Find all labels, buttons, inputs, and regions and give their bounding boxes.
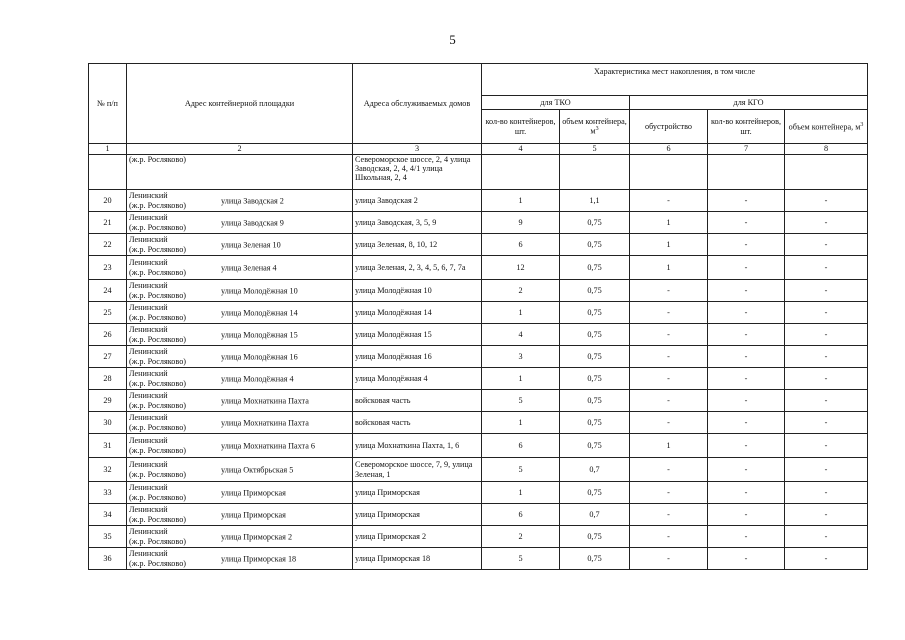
tko-volume: 0,75: [560, 256, 630, 280]
site-district: (ж.р. Росляково): [129, 222, 187, 232]
site-district-name: Ленинский: [129, 191, 168, 201]
tko-count: 2: [482, 280, 560, 302]
container-sites-table: [88, 63, 868, 570]
kgo-volume: -: [785, 190, 868, 212]
table-row: [89, 346, 868, 368]
header-site-address: Адрес контейнерной площадки: [127, 64, 353, 144]
kgo-arrangement: -: [630, 280, 708, 302]
table-row: [89, 234, 868, 256]
kgo-count: -: [708, 346, 785, 368]
site-address: [127, 390, 353, 412]
kgo-volume: -: [785, 482, 868, 504]
site-district: (ж.р. Росляково): [129, 445, 187, 455]
table-row: [89, 190, 868, 212]
row-number: 26: [89, 324, 127, 346]
site-district-name: Ленинский: [129, 483, 168, 493]
header-kgo-volume: объем контейнера, $м^3$: [785, 110, 868, 144]
tko-count: 12: [482, 256, 560, 280]
page-number: 5: [449, 32, 456, 47]
site-district: (ж.р. Росляково): [129, 312, 187, 322]
tko-volume: 0,75: [560, 548, 630, 570]
site-street: улица Заводская 2: [221, 195, 284, 205]
tko-count: 5: [482, 390, 560, 412]
tko-volume: 0,75: [560, 482, 630, 504]
table-row: [89, 212, 868, 234]
site-address: [127, 504, 353, 526]
row-number: 28: [89, 368, 127, 390]
served-addresses: улица Молодёжная 14: [353, 302, 482, 324]
row-number: 30: [89, 412, 127, 434]
kgo-volume: -: [785, 280, 868, 302]
site-street: улица Мохнаткина Пахта: [221, 417, 309, 427]
served-addresses: улица Молодёжная 16: [353, 346, 482, 368]
table-row: [89, 256, 868, 280]
kgo-volume: -: [785, 346, 868, 368]
kgo-count: -: [708, 234, 785, 256]
tko-count: 6: [482, 434, 560, 458]
site-address: [127, 458, 353, 482]
served-addresses: улица Зеленая, 2, 3, 4, 5, 6, 7, 7а: [353, 256, 482, 280]
tko-volume: 1,1: [560, 190, 630, 212]
kgo-arrangement: -: [630, 504, 708, 526]
served-addresses: улица Приморская 18: [353, 548, 482, 570]
row-number: 31: [89, 434, 127, 458]
site-district: (ж.р. Росляково): [129, 422, 187, 432]
kgo-count: -: [708, 256, 785, 280]
site-district-name: Ленинский: [129, 347, 168, 357]
kgo-arrangement: 1: [630, 212, 708, 234]
kgo-count: -: [708, 504, 785, 526]
site-district: (ж.р. Росляково): [129, 400, 187, 410]
row-number: 20: [89, 190, 127, 212]
table-row: [89, 482, 868, 504]
kgo-count: -: [708, 548, 785, 570]
row-number: 25: [89, 302, 127, 324]
kgo-count: -: [708, 190, 785, 212]
row-number: 36: [89, 548, 127, 570]
served-addresses: улица Молодёжная 15: [353, 324, 482, 346]
site-address: [127, 526, 353, 548]
kgo-arrangement: 1: [630, 434, 708, 458]
header-tko-count: кол-во контейнеров, шт.: [482, 110, 560, 144]
kgo-count: -: [708, 458, 785, 482]
served-addresses: улица Приморская: [353, 504, 482, 526]
site-address: [127, 548, 353, 570]
tko-count: 9: [482, 212, 560, 234]
tko-count: 6: [482, 234, 560, 256]
table-row: [89, 526, 868, 548]
kgo-arrangement: -: [630, 412, 708, 434]
tko-volume: 0,75: [560, 526, 630, 548]
site-district: (ж.р. Росляково): [129, 267, 187, 277]
header-kgo-count: кол-во контейнеров, шт.: [708, 110, 785, 144]
site-district: (ж.р. Росляково): [129, 356, 187, 366]
kgo-volume: -: [785, 458, 868, 482]
table-row: [89, 368, 868, 390]
tko-volume: 0,75: [560, 434, 630, 458]
kgo-arrangement: -: [630, 324, 708, 346]
kgo-arrangement: -: [630, 390, 708, 412]
site-street: улица Зеленая 10: [221, 239, 281, 249]
kgo-volume: -: [785, 256, 868, 280]
site-district: (ж.р. Росляково): [129, 378, 187, 388]
site-district: (ж.р. Росляково): [129, 492, 187, 502]
served-addresses: улица Заводская 2: [353, 190, 482, 212]
served-addresses: улица Зеленая, 8, 10, 12: [353, 234, 482, 256]
tko-volume: 0,75: [560, 302, 630, 324]
site-district-name: Ленинский: [129, 460, 168, 470]
site-street: улица Молодёжная 4: [221, 373, 294, 383]
site-district: (ж.р. Росляково): [129, 290, 187, 300]
site-address: [127, 256, 353, 280]
site-district: (ж.р. Росляково): [129, 558, 187, 568]
tko-volume: 0,75: [560, 346, 630, 368]
row-number: 27: [89, 346, 127, 368]
kgo-arrangement: 1: [630, 256, 708, 280]
tko-count: 6: [482, 504, 560, 526]
row-number: 34: [89, 504, 127, 526]
table-row: [89, 458, 868, 482]
served-addresses: улица Приморская 2: [353, 526, 482, 548]
kgo-count: -: [708, 212, 785, 234]
kgo-count: -: [708, 302, 785, 324]
site-district-name: Ленинский: [129, 213, 168, 223]
site-district-name: Ленинский: [129, 549, 168, 559]
kgo-count: -: [708, 324, 785, 346]
table-row: [89, 324, 868, 346]
kgo-volume: -: [785, 302, 868, 324]
site-address: [127, 324, 353, 346]
site-street: улица Приморская 2: [221, 531, 293, 541]
site-district: (ж.р. Росляково): [129, 244, 187, 254]
kgo-volume: -: [785, 234, 868, 256]
header-num: № п/п: [89, 64, 127, 144]
table-row: [89, 302, 868, 324]
row-number: 22: [89, 234, 127, 256]
tko-volume: 0,7: [560, 504, 630, 526]
row-number: 29: [89, 390, 127, 412]
kgo-arrangement: -: [630, 346, 708, 368]
site-district-name: Ленинский: [129, 436, 168, 446]
kgo-volume: -: [785, 368, 868, 390]
kgo-arrangement: 1: [630, 234, 708, 256]
kgo-count: -: [708, 482, 785, 504]
site-address: [127, 346, 353, 368]
tko-count: 1: [482, 482, 560, 504]
table-row: [89, 155, 868, 190]
kgo-arrangement: -: [630, 302, 708, 324]
site-street: улица Мохнаткина Пахта 6: [221, 440, 316, 450]
tko-count: 1: [482, 302, 560, 324]
tko-count: 5: [482, 548, 560, 570]
kgo-arrangement: -: [630, 368, 708, 390]
kgo-arrangement: -: [630, 548, 708, 570]
tko-count: 4: [482, 324, 560, 346]
served-addresses: улица Молодёжная 10: [353, 280, 482, 302]
site-street: улица Молодёжная 16: [221, 351, 298, 361]
header-kgo: для КГО: [630, 96, 868, 110]
kgo-arrangement: -: [630, 482, 708, 504]
header-tko: для ТКО: [482, 96, 630, 110]
kgo-volume: -: [785, 548, 868, 570]
site-street: улица Молодёжная 14: [221, 307, 298, 317]
served-addresses: войсковая часть: [353, 390, 482, 412]
site-district-name: Ленинский: [129, 325, 168, 335]
tko-volume: 0,75: [560, 390, 630, 412]
column-number-row: 1 2 3 4 5 6 7 8: [89, 144, 868, 155]
site-district: (ж.р. Росляково): [129, 334, 187, 344]
site-address: [127, 412, 353, 434]
served-addresses: улица Приморская: [353, 482, 482, 504]
served-addresses: Североморское шоссе, 7, 9, улица Зеленая, 1: [353, 458, 482, 482]
row-number: 33: [89, 482, 127, 504]
tko-count: 1: [482, 412, 560, 434]
served-addresses: улица Молодёжная 4: [353, 368, 482, 390]
tko-volume: 0,75: [560, 368, 630, 390]
kgo-volume: -: [785, 526, 868, 548]
served-addresses: войсковая часть: [353, 412, 482, 434]
site-street: улица Октябрьская 5: [221, 464, 294, 474]
site-district: (ж.р. Росляково): [129, 536, 187, 546]
kgo-volume: -: [785, 412, 868, 434]
site-district-name: Ленинский: [129, 391, 168, 401]
kgo-count: -: [708, 280, 785, 302]
kgo-volume: -: [785, 212, 868, 234]
row-number: 35: [89, 526, 127, 548]
kgo-arrangement: -: [630, 526, 708, 548]
header-tko-volume: объем контейнера, $м^3$: [560, 110, 630, 144]
site-street: улица Заводская 9: [221, 217, 284, 227]
site-district: (ж.р. Росляково): [127, 155, 353, 190]
site-district: (ж.р. Росляково): [129, 469, 187, 479]
row-number: 24: [89, 280, 127, 302]
table-row: [89, 434, 868, 458]
site-street: улица Молодёжная 10: [221, 285, 298, 295]
tko-count: 2: [482, 526, 560, 548]
kgo-count: -: [708, 390, 785, 412]
table-row: [89, 280, 868, 302]
site-district-name: Ленинский: [129, 235, 168, 245]
kgo-count: -: [708, 412, 785, 434]
row-number: 32: [89, 458, 127, 482]
table-row: [89, 412, 868, 434]
site-address: [127, 212, 353, 234]
served-addresses: улица Мохнаткина Пахта, 1, 6: [353, 434, 482, 458]
tko-volume: 0,75: [560, 412, 630, 434]
kgo-count: -: [708, 368, 785, 390]
kgo-count: -: [708, 526, 785, 548]
site-street: улица Молодёжная 15: [221, 329, 298, 339]
site-district-name: Ленинский: [129, 303, 168, 313]
kgo-volume: -: [785, 434, 868, 458]
tko-count: 5: [482, 458, 560, 482]
table-row: [89, 504, 868, 526]
kgo-arrangement: -: [630, 458, 708, 482]
site-street: улица Мохнаткина Пахта: [221, 395, 309, 405]
site-address: [127, 280, 353, 302]
tko-volume: 0,75: [560, 212, 630, 234]
header-characteristic: Характеристика мест накопления, в том числе: [482, 64, 868, 96]
tko-volume: 0,75: [560, 324, 630, 346]
tko-count: 1: [482, 368, 560, 390]
kgo-volume: -: [785, 504, 868, 526]
tko-count: 1: [482, 190, 560, 212]
site-district: (ж.р. Росляково): [129, 514, 187, 524]
tko-volume: 0,75: [560, 234, 630, 256]
table-row: [89, 390, 868, 412]
site-address: [127, 190, 353, 212]
kgo-volume: -: [785, 390, 868, 412]
site-address: [127, 234, 353, 256]
site-street: улица Приморская: [221, 509, 286, 519]
site-address: [127, 302, 353, 324]
site-district: (ж.р. Росляково): [129, 200, 187, 210]
site-street: улица Приморская: [221, 487, 286, 497]
row-number: 23: [89, 256, 127, 280]
site-district-name: Ленинский: [129, 369, 168, 379]
site-street: улица Зеленая 4: [221, 262, 277, 272]
header-served-addresses: Адреса обслуживаемых домов: [353, 64, 482, 144]
kgo-count: -: [708, 434, 785, 458]
served-addresses: Североморское шоссе, 2, 4 улица Заводская, 2, 4, 4/1 улица Школьная, 2, 4: [353, 155, 482, 190]
site-district-name: Ленинский: [129, 258, 168, 268]
site-address: [127, 434, 353, 458]
kgo-volume: -: [785, 324, 868, 346]
header-kgo-arrangement: обустройство: [630, 110, 708, 144]
served-addresses: улица Заводская, 3, 5, 9: [353, 212, 482, 234]
site-street: улица Приморская 18: [221, 553, 297, 563]
tko-volume: 0,75: [560, 280, 630, 302]
table-row: [89, 548, 868, 570]
site-district-name: Ленинский: [129, 413, 168, 423]
site-address: [127, 482, 353, 504]
tko-volume: 0,7: [560, 458, 630, 482]
site-address: [127, 368, 353, 390]
site-district-name: Ленинский: [129, 281, 168, 291]
site-district-name: Ленинский: [129, 505, 168, 515]
site-district-name: Ленинский: [129, 527, 168, 537]
kgo-arrangement: -: [630, 190, 708, 212]
tko-count: 3: [482, 346, 560, 368]
row-number: 21: [89, 212, 127, 234]
